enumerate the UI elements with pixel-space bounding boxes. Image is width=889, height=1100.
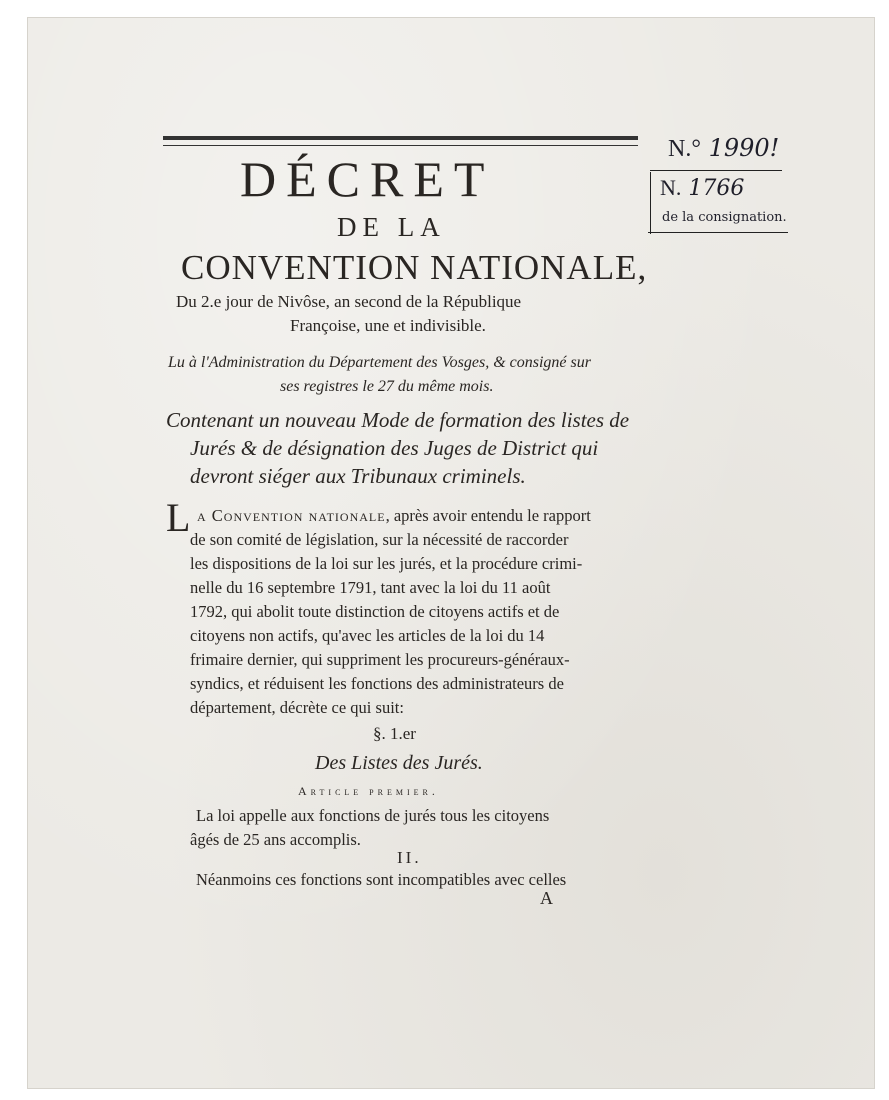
header-rule xyxy=(163,136,638,146)
stamp-divider xyxy=(650,170,782,171)
article-label: Article premier. xyxy=(298,784,439,798)
date-line-2: Françoise, une et indivisible. xyxy=(290,316,486,335)
preamble-line-3: les dispositions de la loi sur les jurés, et la procédure crimi- xyxy=(190,554,583,573)
stamp-consignation: de la consignation. xyxy=(662,210,787,225)
contenant-line-1: Contenant un nouveau Mode de formation des listes de xyxy=(166,408,630,432)
stamp-number-2 xyxy=(660,175,744,201)
contenant-line-2: Jurés & de désignation des Juges de District qui xyxy=(190,436,599,460)
article-1-line-1: La loi appelle aux fonctions de jurés tous les citoyens xyxy=(196,806,550,825)
stamp-number-2-value: 1766 xyxy=(688,176,745,201)
stamp-number-2-label: N. xyxy=(660,175,682,200)
section-heading: Des Listes des Jurés. xyxy=(315,752,483,774)
article-2-number: II. xyxy=(397,848,422,867)
preamble-line-1 xyxy=(197,506,591,526)
date-line-1: Du 2.e jour de Nivôse, an second de la République xyxy=(176,292,522,311)
title-decret: DÉCRET xyxy=(240,151,495,207)
signature-mark: A xyxy=(540,888,553,908)
title-de-la: DE LA xyxy=(337,212,446,242)
preamble-line-4: nelle du 16 septembre 1791, tant avec la loi du 11 août xyxy=(190,578,551,597)
stamp-number-1-label: N.° xyxy=(668,136,701,162)
section-mark: §. 1.er xyxy=(373,724,416,743)
article-1-line-2: âgés de 25 ans accomplis. xyxy=(190,830,361,849)
lu-line-1: Lu à l'Administration du Département des Vosges, & consigné sur xyxy=(168,354,591,371)
preamble-line-6: citoyens non actifs, qu'avec les articles de la loi du 14 xyxy=(190,626,545,645)
stamp-number-1-value: 1990! xyxy=(708,134,780,162)
contenant-line-3: devront siéger aux Tribunaux criminels. xyxy=(190,464,526,488)
preamble-line-9: département, décrète ce qui suit: xyxy=(190,698,404,717)
stamp-number-1 xyxy=(668,134,779,163)
preamble-line-7: frimaire dernier, qui suppriment les procureurs-généraux- xyxy=(190,650,570,669)
preamble-line-8: syndics, et réduisent les fonctions des administrateurs de xyxy=(190,674,564,693)
preamble-line-1-rest: , après avoir entendu le rapport xyxy=(385,506,591,525)
preamble-line-2: de son comité de législation, sur la nécessité de raccorder xyxy=(190,530,569,549)
title-convention: CONVENTION NATIONALE, xyxy=(181,248,648,287)
preamble-small-caps: a Convention nationale xyxy=(197,506,386,525)
drop-cap: L xyxy=(166,495,191,540)
preamble-line-5: 1792, qui abolit toute distinction de citoyens actifs et de xyxy=(190,602,560,621)
stamp-underline xyxy=(648,232,788,233)
lu-line-2: ses registres le 27 du même mois. xyxy=(280,378,494,395)
stamp-bracket xyxy=(650,172,651,234)
article-2-line: Néanmoins ces fonctions sont incompatibles avec celles xyxy=(196,870,567,889)
